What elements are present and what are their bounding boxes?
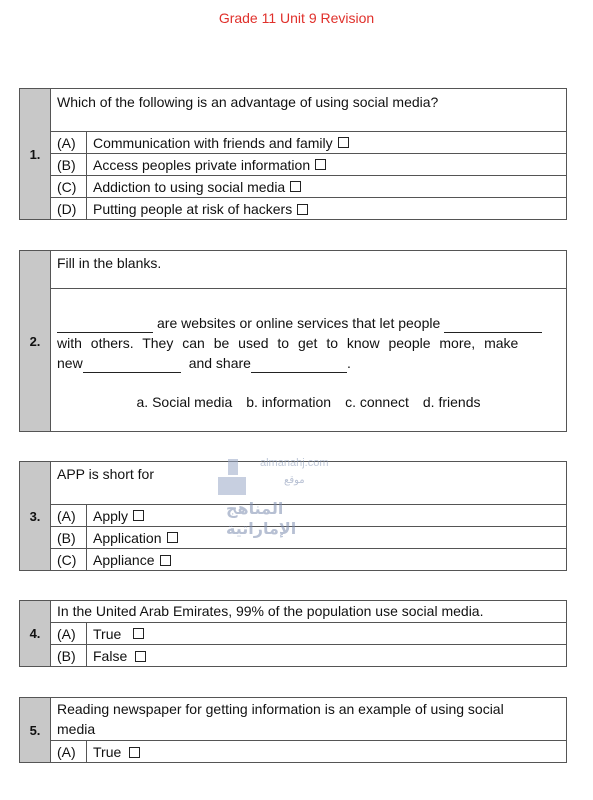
blank[interactable] [83, 360, 181, 373]
fill-line-3 [51, 353, 566, 373]
fill-text: . [346, 355, 351, 371]
fill-line-2: with others. They can be used to get to know people more, make [57, 335, 519, 351]
option-text: Application [93, 529, 162, 546]
option-text: True [93, 744, 122, 760]
option-text: Addiction to using social media [93, 178, 286, 195]
option-letter: (A) [51, 623, 87, 644]
blank[interactable] [57, 320, 153, 333]
question-2 [19, 250, 567, 432]
blank[interactable] [444, 320, 542, 333]
checkbox-icon[interactable] [297, 204, 308, 215]
watermark-logo [218, 457, 348, 538]
word-choice: a. Social media [136, 394, 233, 410]
question-stem: APP is short for [57, 466, 155, 482]
option-letter: (D) [51, 198, 87, 220]
fill-line-1 [51, 313, 566, 333]
option-letter: (B) [51, 645, 87, 667]
question-stem: Fill in the blanks. [51, 253, 566, 289]
option-c[interactable] [51, 548, 566, 571]
watermark-site: almanahj.com [260, 457, 329, 469]
option-text: Apply [93, 507, 129, 524]
question-4 [19, 600, 567, 667]
option-text: Access peoples private information [93, 156, 311, 173]
question-5 [19, 697, 567, 763]
blank[interactable] [251, 360, 347, 373]
checkbox-icon[interactable] [338, 137, 349, 148]
option-text: Communication with friends and family [93, 134, 333, 151]
option-text: False [93, 648, 128, 664]
option-letter: (A) [51, 505, 87, 526]
word-choice: c. connect [345, 394, 409, 410]
option-letter: (A) [51, 741, 87, 763]
fill-text: new [57, 355, 83, 371]
word-choice: d. friends [422, 394, 481, 410]
question-stem: Which of the following is an advantage of using social media? [57, 94, 439, 110]
question-number: 2. [20, 251, 51, 431]
option-letter: (C) [51, 549, 87, 571]
checkbox-icon[interactable] [133, 510, 144, 521]
question-number: 4. [20, 601, 51, 666]
fill-text: are websites or online services that let people [157, 315, 441, 331]
option-a[interactable] [51, 622, 566, 644]
word-choice: b. information [246, 394, 332, 410]
option-b[interactable] [51, 644, 566, 667]
option-letter: (A) [51, 132, 87, 153]
checkbox-icon[interactable] [135, 651, 146, 662]
checkbox-icon[interactable] [133, 628, 144, 639]
option-letter: (B) [51, 154, 87, 175]
option-a[interactable] [51, 131, 566, 153]
option-a[interactable] [51, 740, 566, 763]
option-c[interactable] [51, 175, 566, 197]
watermark-line1: موقع [284, 475, 305, 486]
question-number: 5. [20, 698, 51, 762]
question-number: 1. [20, 89, 51, 219]
question-number: 3. [20, 462, 51, 570]
checkbox-icon[interactable] [290, 181, 301, 192]
checkbox-icon[interactable] [315, 159, 326, 170]
question-stem-line-1: Reading newspaper for getting information is an example of using social [57, 701, 504, 717]
question-stem-line-2: media [57, 721, 96, 737]
word-bank [51, 394, 566, 410]
option-text: True [93, 625, 122, 642]
question-stem: In the United Arab Emirates, 99% of the population use social media. [57, 603, 484, 619]
option-b[interactable] [51, 153, 566, 175]
option-letter: (C) [51, 176, 87, 197]
page-title: Grade 11 Unit 9 Revision [218, 10, 375, 26]
watermark-line2: المناهج الإماراتية [226, 501, 297, 538]
option-text: Appliance [93, 552, 155, 568]
option-letter: (B) [51, 527, 87, 548]
checkbox-icon[interactable] [129, 747, 140, 758]
option-text: Putting people at risk of hackers [93, 201, 293, 217]
question-1 [19, 88, 567, 220]
option-d[interactable] [51, 197, 566, 220]
checkbox-icon[interactable] [167, 532, 178, 543]
checkbox-icon[interactable] [160, 555, 171, 566]
fill-text: and share [188, 355, 251, 371]
